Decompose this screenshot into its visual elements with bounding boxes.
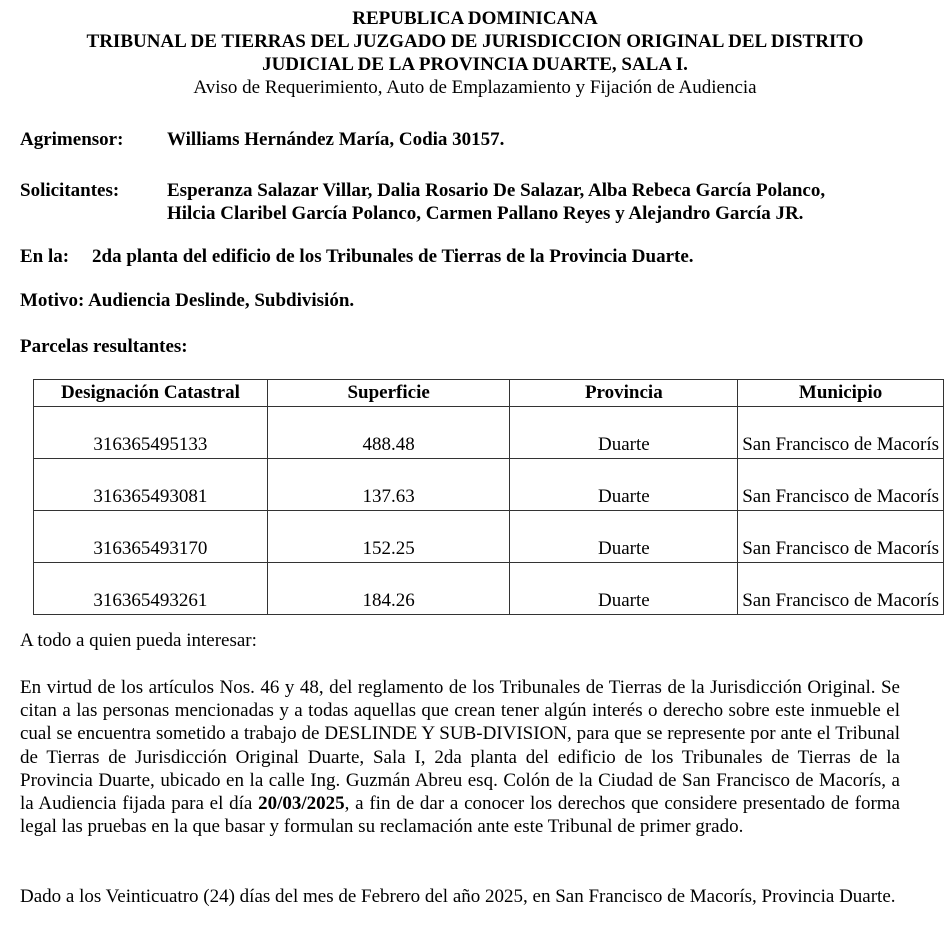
- table-row: [34, 511, 944, 563]
- table-row: [34, 407, 944, 459]
- header-superficie: Superficie: [267, 380, 510, 407]
- parcelas-label: Parcelas resultantes:: [20, 336, 188, 357]
- table-row: [34, 459, 944, 511]
- dado-text: Dado a los Veinticuatro (24) días del mes de Febrero del año 2025, en San Francisco de Macorís, Provincia Duarte.: [20, 886, 896, 907]
- document-header: [0, 7, 950, 99]
- agrimensor-label: Agrimensor:: [20, 129, 124, 150]
- cell-provincia: Duarte: [510, 511, 738, 563]
- hearing-date: 20/03/2025: [258, 793, 345, 815]
- cell-municipio: San Francisco de Macorís: [738, 563, 944, 615]
- cell-superficie: 137.63: [267, 459, 510, 511]
- cell-provincia: Duarte: [510, 407, 738, 459]
- cell-superficie: 184.26: [267, 563, 510, 615]
- cell-provincia: Duarte: [510, 563, 738, 615]
- en-la-value: 2da planta del edificio de los Tribunales de Tierras de la Provincia Duarte.: [92, 246, 694, 267]
- parcelas-table: [33, 379, 944, 615]
- header-provincia: Provincia: [510, 380, 738, 407]
- solicitantes-value-line1: Esperanza Salazar Villar, Dalia Rosario De Salazar, Alba Rebeca García Polanco,: [167, 180, 826, 201]
- salutation-paragraph: [20, 629, 900, 652]
- cell-municipio: San Francisco de Macorís: [738, 511, 944, 563]
- header-country: REPUBLICA DOMINICANA: [352, 8, 598, 29]
- cell-superficie: 488.48: [267, 407, 510, 459]
- virtud-text-part2: , a fin de dar a conocer los derechos que considere presentado de forma legal las pruebas en la que basar y formulan su reclamación ante este Tribunal de primer grado.: [20, 793, 900, 838]
- en-la-label: En la:: [20, 246, 70, 267]
- dado-paragraph: [20, 885, 900, 908]
- cell-municipio: San Francisco de Macorís: [738, 459, 944, 511]
- header-tribunal-line1: TRIBUNAL DE TIERRAS DEL JUZGADO DE JURISDICCION ORIGINAL DEL DISTRITO: [86, 31, 864, 52]
- cell-designacion: 316365493261: [34, 563, 268, 615]
- solicitantes-value-line2: Hilcia Claribel García Polanco, Carmen Pallano Reyes y Alejandro García JR.: [167, 203, 804, 224]
- header-subtitle: Aviso de Requerimiento, Auto de Emplazamiento y Fijación de Audiencia: [193, 77, 757, 98]
- solicitantes-label: Solicitantes:: [20, 180, 120, 201]
- cell-designacion: 316365495133: [34, 407, 268, 459]
- table-header-row: [34, 380, 944, 407]
- motivo-text: Motivo: Audiencia Deslinde, Subdivisión.: [20, 290, 355, 311]
- cell-superficie: 152.25: [267, 511, 510, 563]
- salutation-text: A todo a quien pueda interesar:: [20, 630, 257, 651]
- cell-designacion: 316365493081: [34, 459, 268, 511]
- header-designacion: Designación Catastral: [34, 380, 268, 407]
- table-row: [34, 563, 944, 615]
- cell-provincia: Duarte: [510, 459, 738, 511]
- agrimensor-value: Williams Hernández María, Codia 30157.: [167, 129, 505, 150]
- virtud-text-part1: En virtud de los artículos Nos. 46 y 48, del reglamento de los Tribunales de Tierras de la Jurisdicción Original. Se citan a las personas mencionadas y a todas aquellas que crean tener algún interés o derecho sobre este inmueble el cual se encuentra sometido a trabajo de DESLINDE Y SUB-DIVISION, para que se represente por ante el Tribunal de Tierras de Jurisdicción Original Duarte, Sala I, 2da planta del edificio de los Tribunales de Tierras de la Provincia Duarte, ubicado en la calle Ing. Guzmán Abreu esq. Colón de la Ciudad de San Francisco de Macorís, a la Audiencia fijada para el día: [20, 677, 900, 815]
- header-municipio: Municipio: [738, 380, 944, 407]
- cell-municipio: San Francisco de Macorís: [738, 407, 944, 459]
- header-tribunal-line2: JUDICIAL DE LA PROVINCIA DUARTE, SALA I.: [262, 54, 688, 75]
- cell-designacion: 316365493170: [34, 511, 268, 563]
- virtud-paragraph: [20, 676, 900, 838]
